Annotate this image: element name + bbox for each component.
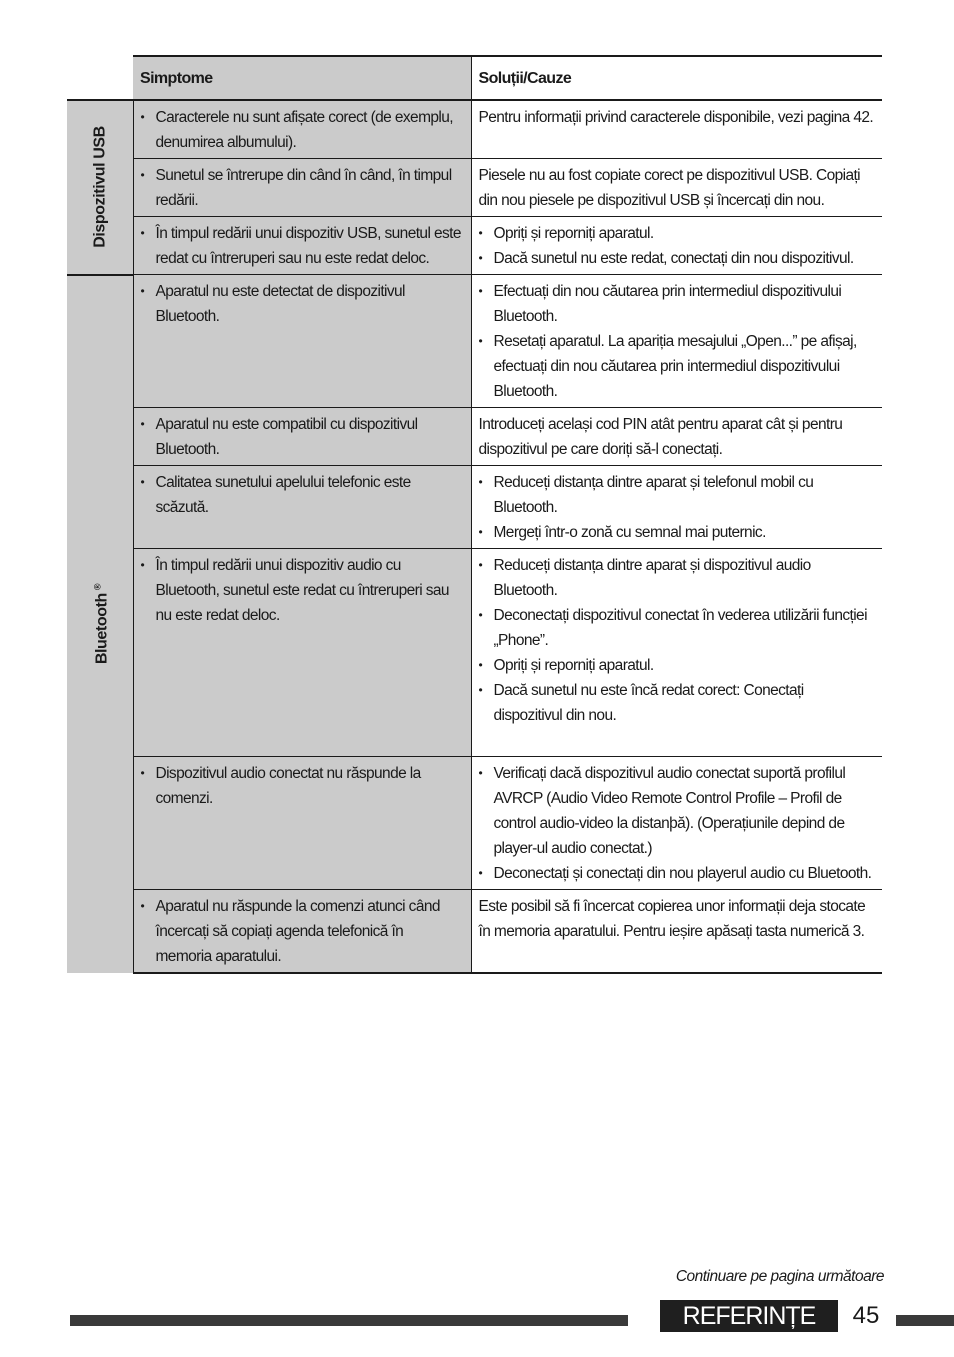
solution-item: • Efectuați din nou căutarea prin intermediul dispozitivului Bluetooth. xyxy=(479,279,875,329)
solution-item: • Reduceți distanța dintre aparat și telefonul mobil cu Bluetooth. xyxy=(479,470,875,520)
solution-item: • Dacă sunetul nu este redat, conectați din nou dispozitivul. xyxy=(479,246,875,271)
table-row xyxy=(67,549,882,757)
page-number: 45 xyxy=(852,1302,880,1329)
table-row xyxy=(67,757,882,890)
category-label-text: Bluetooth xyxy=(93,593,111,665)
table-row xyxy=(67,408,882,466)
symptom-text: • În timpul redării unui dispozitiv USB, sunetul este redat cu întreruperi sau nu este redat deloc. xyxy=(141,221,463,271)
symptom-cell xyxy=(133,275,471,408)
solution-item: • Mergeți într-o zonă cu semnal mai puternic. xyxy=(479,520,875,545)
table-row xyxy=(67,100,882,159)
troubleshooting-table xyxy=(67,55,882,974)
solution-item: • Verificați dacă dispozitivul audio conectat suportă profilul AVRCP (Audio Video Remote Control Profile – Profil de control audio-video la distanþă). (Operațiunile depind de player-ul audio conectat.) xyxy=(479,761,875,861)
solution-item: • Deconectați și conectați din nou playerul audio cu Bluetooth. xyxy=(479,861,875,886)
solution-item: • Opriți și reporniți aparatul. xyxy=(479,653,875,678)
symptom-text: • Dispozitivul audio conectat nu răspunde la comenzi. xyxy=(141,761,463,811)
symptoms-column-header: Simptome xyxy=(133,56,471,100)
symptom-cell xyxy=(133,159,471,217)
solution-cell xyxy=(471,275,882,408)
category-bluetooth xyxy=(67,275,133,974)
solution-item: • Reduceți distanța dintre aparat și dispozitivul audio Bluetooth. xyxy=(479,553,875,603)
symptom-text: • Aparatul nu răspunde la comenzi atunci când încercați să copiați agenda telefonică în memoria aparatului. xyxy=(141,894,463,969)
solution-cell: Introduceți același cod PIN atât pentru aparat cât și pentru dispozitivul pe care doriți să-l conectați. xyxy=(471,408,882,466)
symptom-cell xyxy=(133,549,471,757)
solution-item: • Opriți și reporniți aparatul. xyxy=(479,221,875,246)
symptom-cell xyxy=(133,217,471,275)
symptom-cell xyxy=(133,466,471,549)
category-label xyxy=(85,584,114,664)
symptom-text: • Calitatea sunetului apelului telefonic este scăzută. xyxy=(141,470,463,520)
symptom-text: • Sunetul se întrerupe din când în când, în timpul redării. xyxy=(141,163,463,213)
solution-cell: Piesele nu au fost copiate corect pe dispozitivul USB. Copiați din nou piesele pe dispozitivul USB și încercați din nou. xyxy=(471,159,882,217)
solution-cell xyxy=(471,217,882,275)
table-row xyxy=(67,466,882,549)
footer-rule-right xyxy=(896,1315,954,1326)
symptom-cell xyxy=(133,890,471,974)
solutions-column-header: Soluții/Cauze xyxy=(471,56,882,100)
symptom-text: • Aparatul nu este detectat de dispozitivul Bluetooth. xyxy=(141,279,463,329)
symptom-cell xyxy=(133,100,471,159)
table-row xyxy=(67,217,882,275)
symptom-text: • În timpul redării unui dispozitiv audio cu Bluetooth, sunetul este redat cu întreruperi sau nu este redat deloc. xyxy=(141,553,463,628)
category-usb xyxy=(67,100,133,275)
solution-item: • Deconectați dispozitivul conectat în vederea utilizării funcției „Phone”. xyxy=(479,603,875,653)
solution-cell xyxy=(471,757,882,890)
section-tab: REFERINȚE xyxy=(660,1300,838,1332)
solution-item: • Dacă sunetul nu este încă redat corect: Conectați dispozitivul din nou. xyxy=(479,678,875,728)
symptom-text: • Caracterele nu sunt afișate corect (de exemplu, denumirea albumului). xyxy=(141,105,463,155)
solution-cell: Pentru informații privind caracterele disponibile, vezi pagina 42. xyxy=(471,100,882,159)
footer-rule-left xyxy=(70,1315,628,1326)
continued-note: Continuare pe pagina următoare xyxy=(675,1268,884,1285)
table-row xyxy=(67,275,882,408)
solution-cell xyxy=(471,466,882,549)
solution-item: • Resetați aparatul. La apariția mesajului „Open...” pe afișaj, efectuați din nou căutarea prin intermediul dispozitivului Bluetooth. xyxy=(479,329,875,404)
table-row xyxy=(67,890,882,974)
table-header-row xyxy=(67,56,882,100)
registered-mark: ® xyxy=(92,584,103,591)
symptom-text: • Aparatul nu este compatibil cu dispozitivul Bluetooth. xyxy=(141,412,463,462)
header-spacer xyxy=(67,56,133,100)
solution-cell: Este posibil să fi încercat copierea unor informații deja stocate în memoria aparatului. Pentru ieșire apăsați tasta numerică 3. xyxy=(471,890,882,974)
table-row xyxy=(67,159,882,217)
symptom-cell xyxy=(133,757,471,890)
solution-cell xyxy=(471,549,882,757)
symptom-cell xyxy=(133,408,471,466)
category-label: Dispozitivul USB xyxy=(91,126,109,249)
